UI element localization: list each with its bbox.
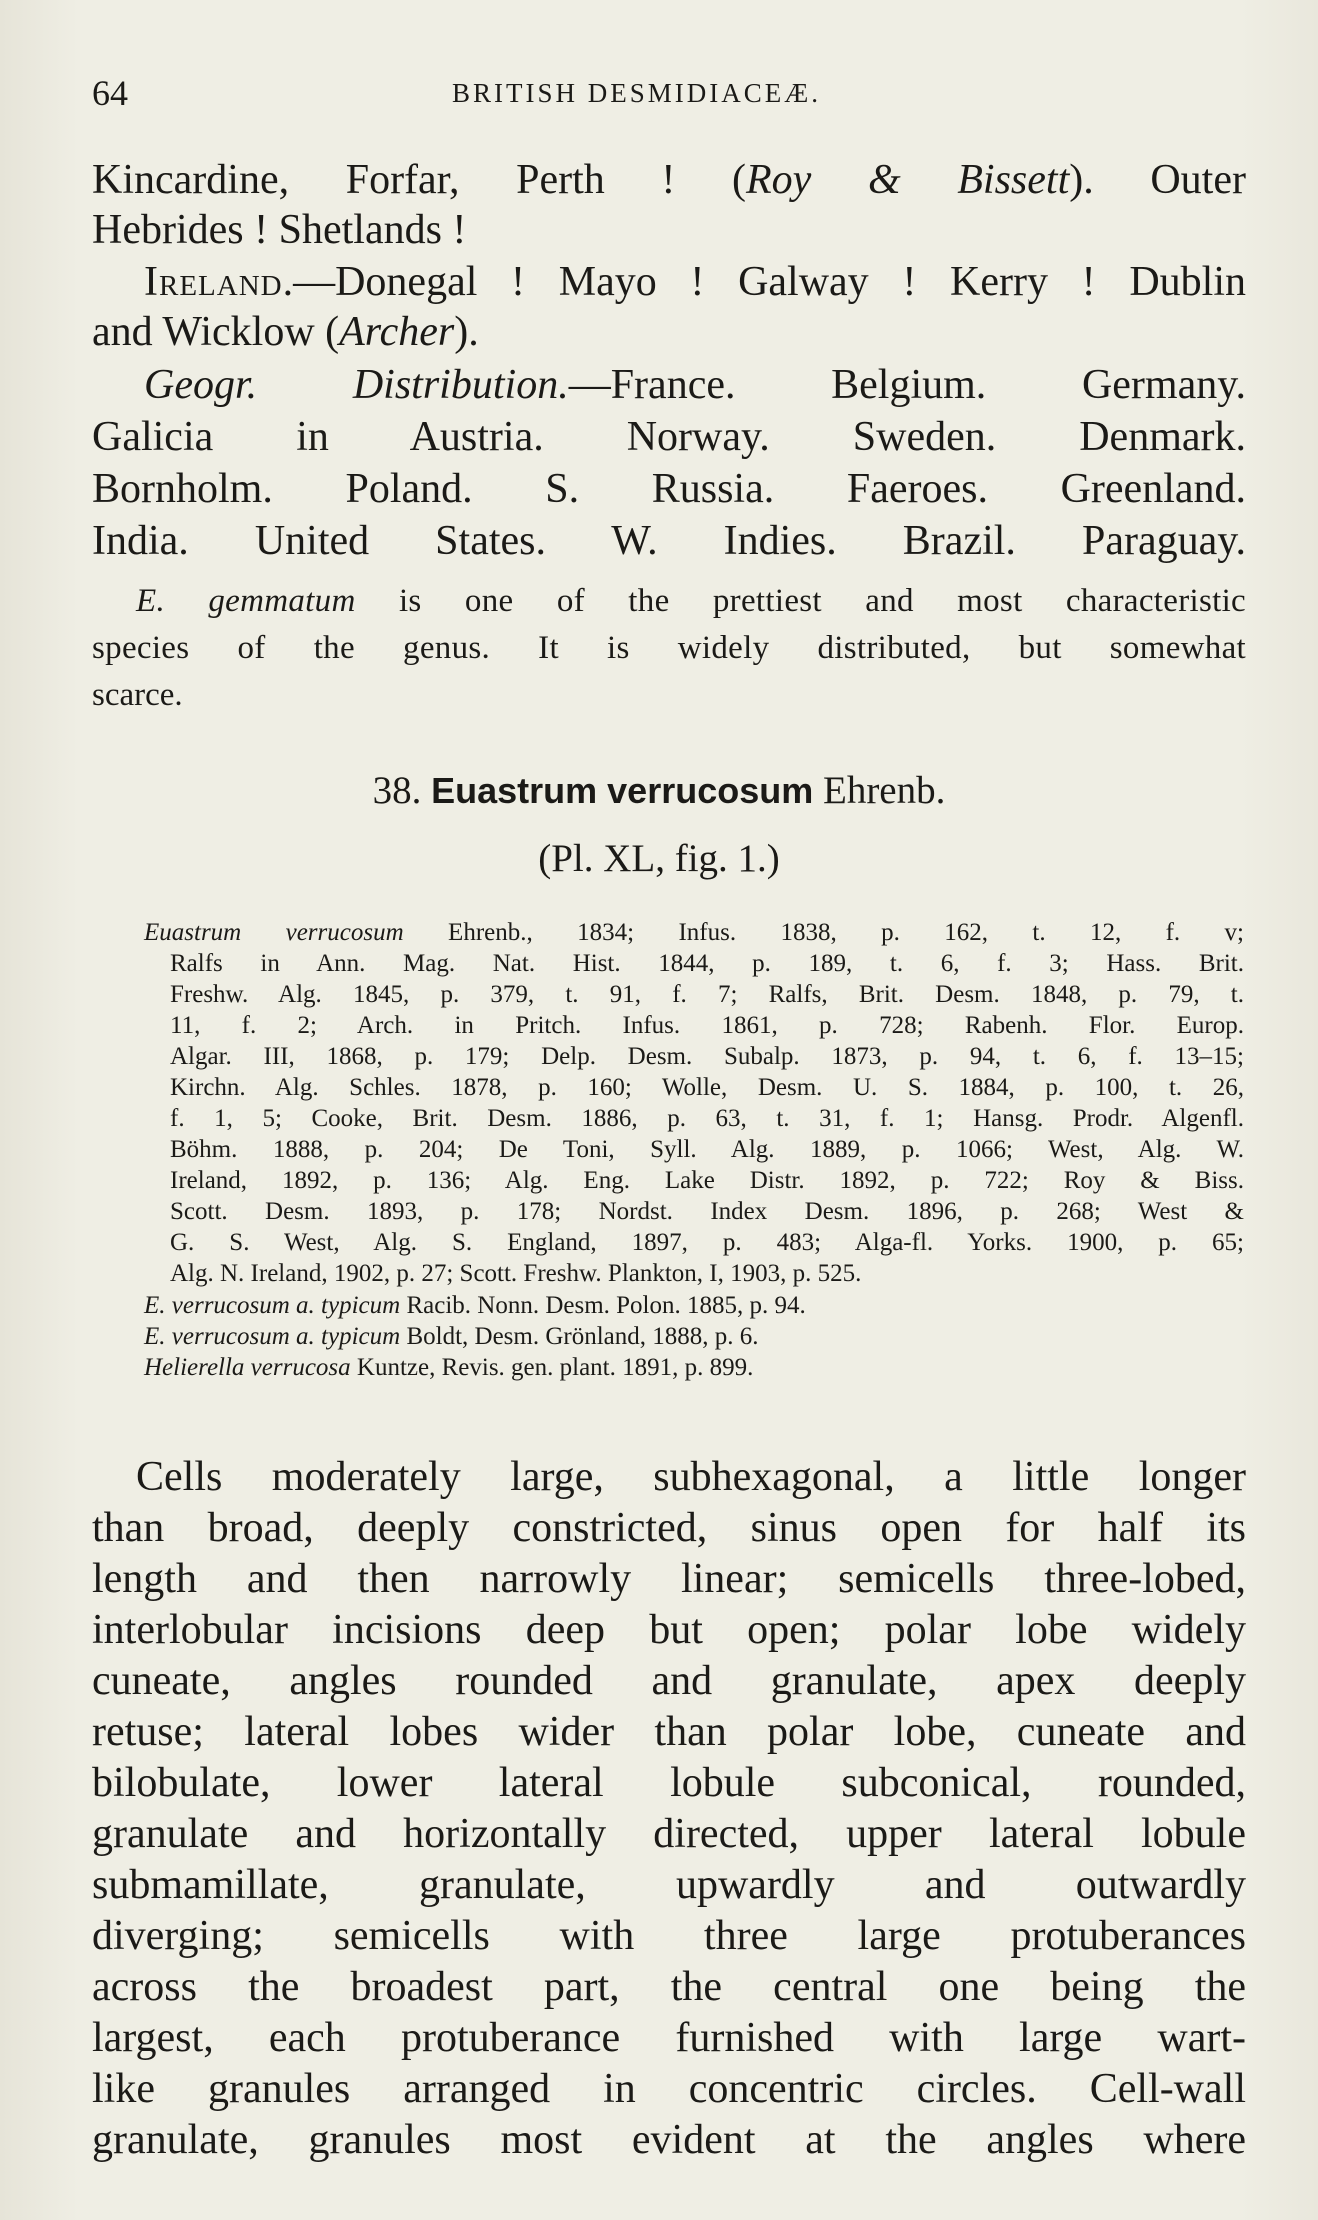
text-segment: Ehrenb., 1834; Infus. 1838, p. 162, t. 12, f. v; bbox=[403, 919, 1245, 946]
distribution-line-2: Hebrides ! Shetlands ! bbox=[92, 207, 467, 253]
page-number: 64 bbox=[92, 73, 128, 113]
running-title: BRITISH DESMIDIACEÆ. bbox=[452, 78, 822, 108]
description-line: interlobular incisions deep but open; polar lobe widely bbox=[92, 1607, 1246, 1653]
geogr-label: Geogr. Distribution. bbox=[144, 362, 569, 408]
species-name: E. gemmatum bbox=[136, 583, 356, 619]
description-line: cuneate, angles rounded and granulate, apex deeply bbox=[92, 1658, 1246, 1704]
description-line: retuse; lateral lobes wider than polar lobe, cuneate and bbox=[92, 1709, 1246, 1755]
species-number: 38. bbox=[372, 769, 422, 812]
remark-line-2: species of the genus. It is widely distributed, but somewhat bbox=[92, 630, 1246, 666]
description-line: bilobulate, lower lateral lobule subconical, rounded, bbox=[92, 1760, 1246, 1806]
remark-line-3: scarce. bbox=[92, 677, 183, 713]
description-line: diverging; semicells with three large protuberances bbox=[92, 1913, 1246, 1959]
synonymy-line: f. 1, 5; Cooke, Brit. Desm. 1886, p. 63, t. 31, f. 1; Hansg. Prodr. Algenfl. bbox=[170, 1105, 1244, 1132]
synonymy-line: Böhm. 1888, p. 204; De Toni, Syll. Alg. 1889, p. 1066; West, Alg. W. bbox=[170, 1136, 1244, 1163]
text-segment: Racib. Nonn. Desm. Polon. 1885, p. 94. bbox=[400, 1292, 806, 1319]
synonymy-line: Scott. Desm. 1893, p. 178; Nordst. Index Desm. 1896, p. 268; West & bbox=[170, 1198, 1244, 1225]
synonymy-line-main bbox=[144, 918, 1244, 948]
collector-name: Archer bbox=[339, 309, 455, 355]
plate-reference: (Pl. XL, fig. 1.) bbox=[538, 837, 780, 880]
description-line: across the broadest part, the central one being the bbox=[92, 1964, 1246, 2010]
text-segment: .—Donegal ! Mayo ! Galway ! Kerry ! Dublin bbox=[282, 259, 1246, 305]
distribution-line-1 bbox=[92, 155, 1246, 205]
synonymy-line: 11, f. 2; Arch. in Pritch. Infus. 1861, p. 728; Rabenh. Flor. Europ. bbox=[170, 1012, 1244, 1039]
remark-line-1 bbox=[136, 578, 1246, 624]
distribution-line-6: Galicia in Austria. Norway. Sweden. Denmark. bbox=[92, 414, 1246, 460]
synonym-name: E. verrucosum a. typicum bbox=[144, 1292, 401, 1319]
species-authority: Ehrenb. bbox=[823, 769, 946, 812]
synonymy-entry bbox=[144, 1291, 1244, 1321]
synonymy-line: Ralfs in Ann. Mag. Nat. Hist. 1844, p. 189, t. 6, f. 3; Hass. Brit. bbox=[170, 950, 1244, 977]
text-segment: and Wicklow ( bbox=[92, 309, 340, 355]
distribution-line-7: Bornholm. Poland. S. Russia. Faeroes. Greenland. bbox=[92, 466, 1246, 512]
synonymy-line: G. S. West, Alg. S. England, 1897, p. 483; Alga-fl. Yorks. 1900, p. 65; bbox=[170, 1229, 1244, 1256]
text-segment: is one of the prettiest and most characteristic bbox=[355, 583, 1246, 619]
synonymy-line: Ireland, 1892, p. 136; Alg. Eng. Lake Distr. 1892, p. 722; Roy & Biss. bbox=[170, 1167, 1244, 1194]
description-line: submamillate, granulate, upwardly and outwardly bbox=[92, 1862, 1246, 1908]
text-segment: Kuntze, Revis. gen. plant. 1891, p. 899. bbox=[350, 1354, 754, 1381]
text-segment: ). Outer bbox=[1069, 157, 1246, 203]
description-line: Cells moderately large, subhexagonal, a little longer bbox=[136, 1454, 1246, 1500]
description-line: granulate, granules most evident at the angles where bbox=[92, 2117, 1246, 2163]
distribution-line-4 bbox=[92, 307, 479, 357]
text-segment: ). bbox=[454, 309, 479, 355]
description-line: like granules arranged in concentric circles. Cell-wall bbox=[92, 2066, 1246, 2112]
description-line: granulate and horizontally directed, upper lateral lobule bbox=[92, 1811, 1246, 1857]
synonymy-line: Algar. III, 1868, p. 179; Delp. Desm. Subalp. 1873, p. 94, t. 6, f. 13–15; bbox=[170, 1043, 1244, 1070]
collector-names: Roy & Bissett bbox=[746, 157, 1070, 203]
synonymy-line: Kirchn. Alg. Schles. 1878, p. 160; Wolle, Desm. U. S. 1884, p. 100, t. 26, bbox=[170, 1074, 1244, 1101]
description-line: length and then narrowly linear; semicells three-lobed, bbox=[92, 1556, 1246, 1602]
synonym-name: Helierella verrucosa bbox=[144, 1354, 351, 1381]
synonym-name: E. verrucosum a. typicum bbox=[144, 1323, 401, 1350]
distribution-line-8: India. United States. W. Indies. Brazil. Paraguay. bbox=[92, 518, 1246, 564]
species-heading bbox=[0, 768, 1318, 813]
region-label: Ireland bbox=[144, 259, 283, 305]
text-segment: Kincardine, Forfar, Perth ! ( bbox=[92, 157, 747, 203]
synonymy-entry bbox=[144, 1353, 1244, 1383]
synonymy-line: Freshw. Alg. 1845, p. 379, t. 91, f. 7; Ralfs, Brit. Desm. 1848, p. 79, t. bbox=[170, 981, 1244, 1008]
ireland-line bbox=[144, 257, 1246, 307]
description-line: largest, each protuberance furnished with large wart- bbox=[92, 2015, 1246, 2061]
species-name: Euastrum verrucosum bbox=[431, 770, 814, 811]
text-segment: Boldt, Desm. Grönland, 1888, p. 6. bbox=[400, 1323, 759, 1350]
synonymy-entry bbox=[144, 1322, 1244, 1352]
synonymy-line: Alg. N. Ireland, 1902, p. 27; Scott. Freshw. Plankton, I, 1903, p. 525. bbox=[170, 1260, 862, 1287]
description-line: than broad, deeply constricted, sinus open for half its bbox=[92, 1505, 1246, 1551]
text-segment: —France. Belgium. Germany. bbox=[568, 362, 1246, 408]
synonym-name: Euastrum verrucosum bbox=[144, 919, 404, 946]
geographic-distribution-line bbox=[144, 360, 1246, 410]
